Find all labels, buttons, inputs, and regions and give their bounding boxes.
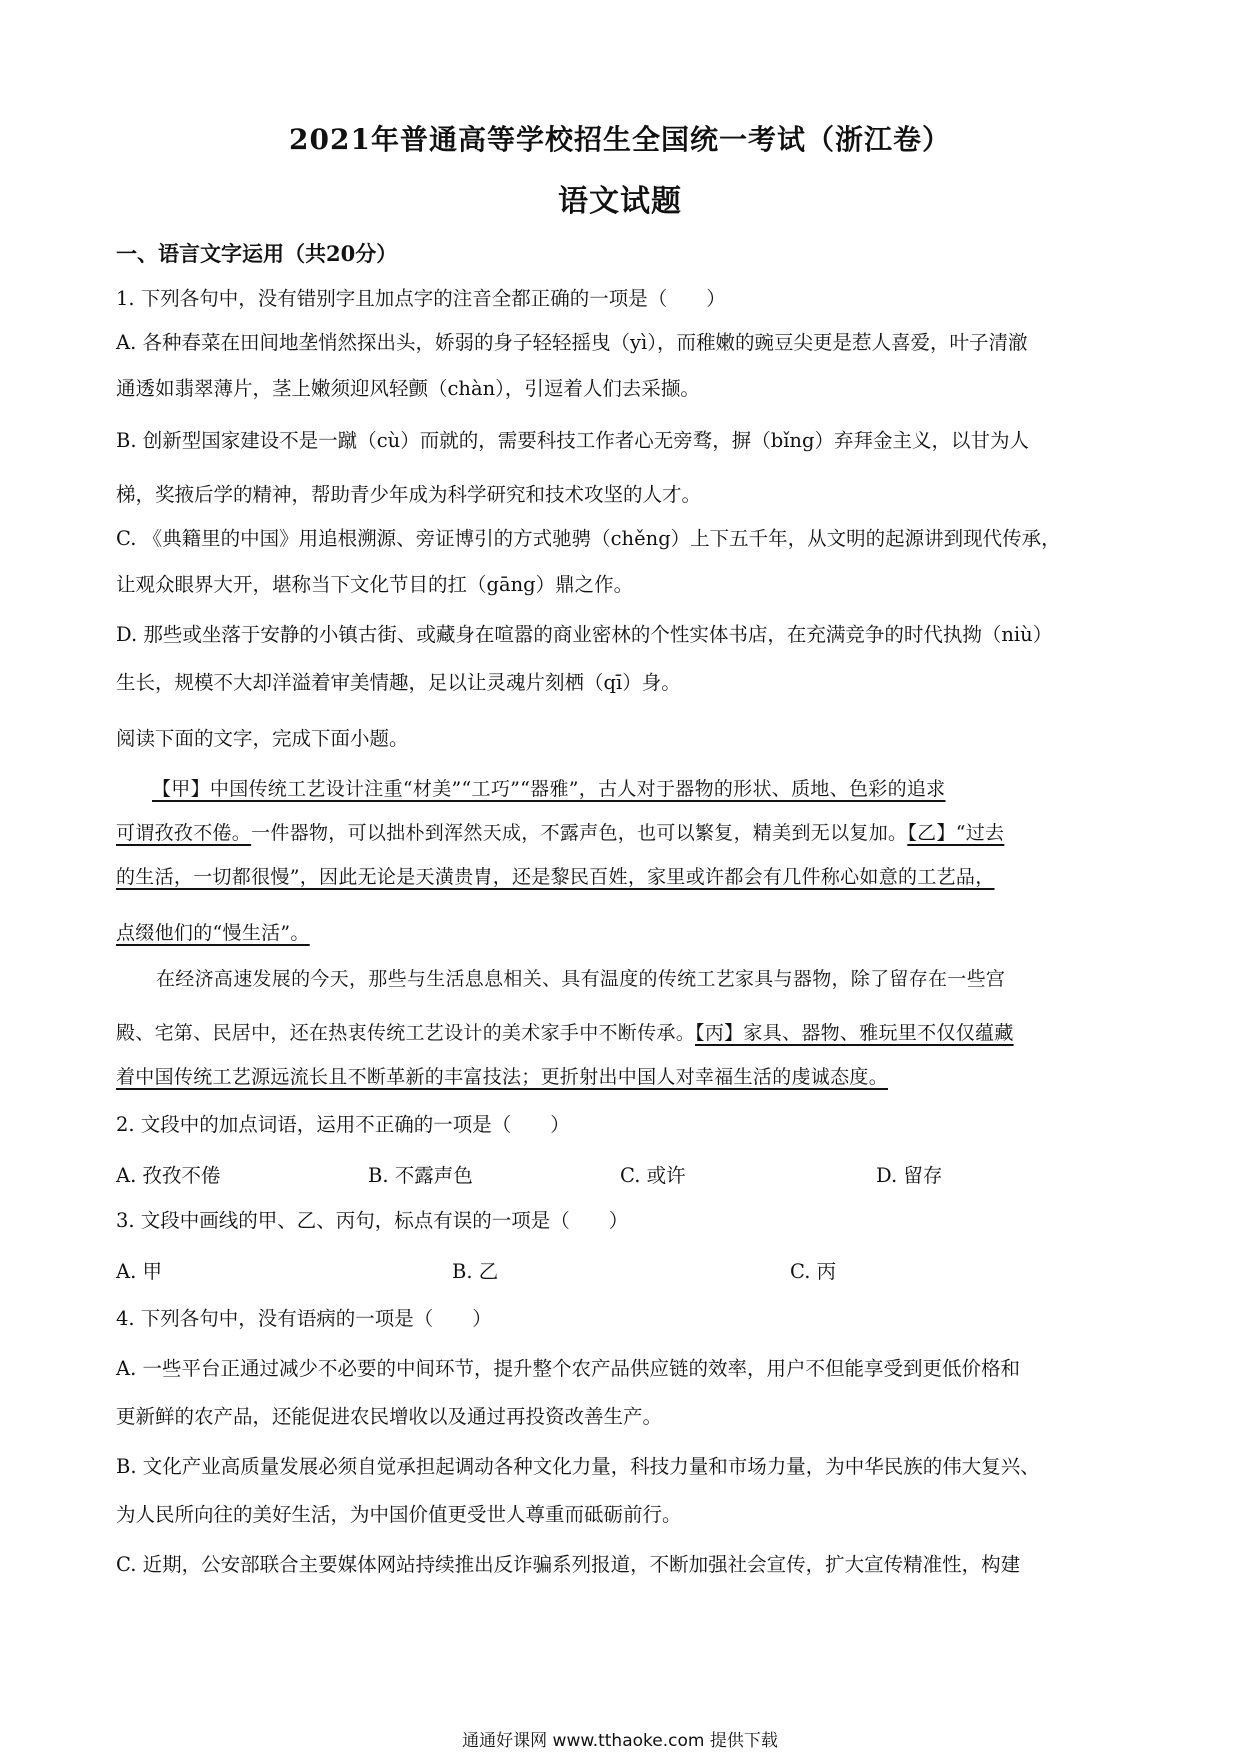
exam-title: 2021年普通高等学校招生全国统一考试（浙江卷） [289,123,951,156]
q1-option-b-line2: 梯，奖掖后学的精神，帮助青少年成为科学研究和技术攻坚的人才。 [116,483,702,506]
q4-option-b-line2: 为人民所向往的美好生活，为中国价值更受世人尊重而砥砺前行。 [116,1503,682,1526]
passage-text: 在经济高速发展的今天，那些与生活息息相关、具有温度的传统工艺家具与器物，除了留存在一些宫 [156,968,1006,990]
sentence-yi: 的生活，一切都很慢”，因此无论是天潢贵胄，还是黎民百姓，家里或许都会有几件称心如意的工艺品， [116,866,995,888]
passage-line [156,966,1172,992]
q1-option-a-line2: 通透如翡翠薄片，茎上嫩须迎风轻颤（chàn），引逗着人们去采撷。 [116,377,700,400]
sentence-yi-end: 点缀他们的“慢生活”。 [116,922,310,944]
section-heading: 一、语言文字运用（共20分） [116,241,398,266]
q1-option-a-line1: A. 各种春菜在田间地垄悄然探出头，娇弱的身子轻轻摇曳（yì），而稚嫩的豌豆尖更是惹人喜爱，叶子清澈 [116,331,1028,354]
q1-option-d-line1: D. 那些或坐落于安静的小镇古街、或藏身在喧嚣的商业密林的个性实体书店，在充满竞争的时代执拗（niù） [116,623,1053,646]
passage-line [116,864,1132,890]
q2-stem: 2. 文段中的加点词语，运用不正确的一项是（ ） [116,1113,570,1136]
q3-option-a: A. 甲 [116,1260,162,1283]
sentence-bing: 着中国传统工艺源远流长且不断革新的丰富技法；更折射出中国人对幸福生活的虔诚态度。 [116,1066,889,1088]
q1-option-c-line2: 让观众眼界大开，堪称当下文化节目的扛（gāng）鼎之作。 [116,573,634,596]
q1-stem: 1. 下列各句中，没有错别字且加点字的注音全都正确的一项是（ ） [116,287,726,310]
q1-option-d-line2: 生长，规模不大却洋溢着审美情趣，足以让灵魂片刻栖（qī）身。 [116,671,681,694]
sentence-yi-start: 【乙】“过去 [907,822,1005,844]
sentence-bing-start: 【丙】家具、器物、雅玩里不仅仅蕴藏 [695,1022,1014,1044]
reading-prompt: 阅读下面的文字，完成下面小题。 [116,727,409,750]
q4-stem: 4. 下列各句中，没有语病的一项是（ ） [116,1307,492,1330]
passage-line [116,1064,1132,1090]
q2-option-b: B. 不露声色 [368,1164,473,1187]
passage-text: 一件器物，可以拙朴到浑然天成，不露声色，也可以繁复，精美到无以复加。 [251,822,908,844]
passage-text: 殿、宅第、民居中，还在热衷传统工艺设计的美术家手中不断传承。 [116,1022,696,1044]
q2-option-c: C. 或许 [620,1164,686,1187]
passage-line [152,776,1168,802]
footer-credit: 通通好课网 www.tthaoke.com 提供下载 [462,1731,778,1751]
q4-option-b-line1: B. 文化产业高质量发展必须自觉承担起调动各种文化力量，科技力量和市场力量，为中华民族的伟大复兴、 [116,1455,1040,1478]
q3-option-c: C. 丙 [790,1260,837,1283]
q4-option-c-line1: C. 近期，公安部联合主要媒体网站持续推出反诈骗系列报道，不断加强社会宣传，扩大宣传精准性，构建 [116,1553,1021,1576]
sentence-jia-end: 可谓孜孜不倦。 [116,822,252,844]
q1-option-c-line1: C. 《典籍里的中国》用追根溯源、旁证博引的方式驰骋（chěng）上下五千年，从文明的起源讲到现代传承， [116,527,1061,550]
q4-option-a-line2: 更新鲜的农产品，还能促进农民增收以及通过再投资改善生产。 [116,1405,663,1428]
passage-line [116,920,1132,946]
q4-option-a-line1: A. 一些平台正通过减少不必要的中间环节，提升整个农产品供应链的效率，用户不但能享受到更低价格和 [116,1357,1020,1380]
q1-option-b-line1: B. 创新型国家建设不是一蹴（cù）而就的，需要科技工作者心无旁骛，摒（bǐng）弃拜金主义，以甘为人 [116,429,1029,452]
sentence-jia: 【甲】中国传统工艺设计注重“材美”“工巧”“器雅”，古人对于器物的形状、质地、色彩的追求 [152,778,946,800]
q3-stem: 3. 文段中画线的甲、乙、丙句，标点有误的一项是（ ） [116,1209,629,1232]
passage-line [116,820,1132,846]
passage-line [116,1020,1132,1046]
exam-subtitle: 语文试题 [558,184,682,219]
q2-option-d: D. 留存 [876,1164,943,1187]
q2-option-a: A. 孜孜不倦 [116,1164,221,1187]
q3-option-b: B. 乙 [452,1260,499,1283]
